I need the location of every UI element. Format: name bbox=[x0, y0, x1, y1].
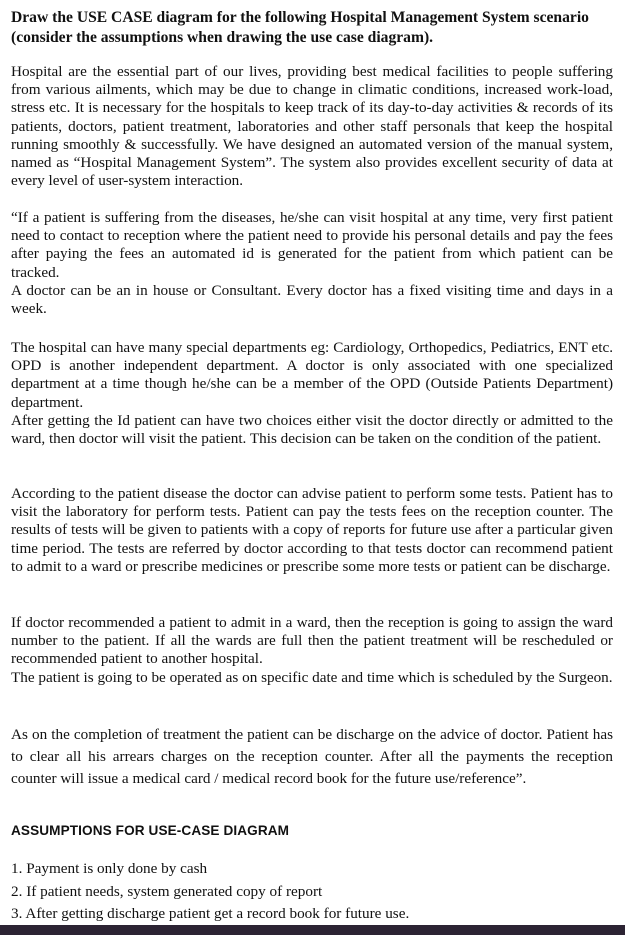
paragraph-choices-text: After getting the Id patient can have two choices either visit the doctor directly or admitted to the ward, then doctor will visit the patient. This decision can be taken on the condition of the patient. bbox=[11, 411, 613, 448]
bottom-edge-bar bbox=[0, 925, 625, 935]
paragraph-discharge-text: As on the completion of treatment the patient can be discharge on the advice of doctor. Patient has to clear all his arrears charges on the reception counter. After all the payments the reception counter will issue a medical card / medical record book for the future use/reference”. bbox=[11, 726, 613, 787]
paragraph-tests bbox=[11, 485, 613, 576]
paragraph-ward-text: If doctor recommended a patient to admit in a ward, then the reception is going to assign the ward number to the patient. If all the wards are full then the patient treatment will be rescheduled or recommended patient to another hospital. bbox=[11, 614, 613, 668]
assumption-item: 1. Payment is only done by cash bbox=[11, 860, 208, 877]
paragraph-departments-text: The hospital can have many special departments eg: Cardiology, Orthopedics, Pediatrics, ENT etc. OPD is another independent department. A doctor is only associated with one specialized department at a time though he/she can be a member of the OPD (Outside Patients Department) department. bbox=[11, 339, 613, 411]
paragraph-patient-visit-text: “If a patient is suffering from the diseases, he/she can visit hospital at any time, very first patient need to contact to reception where the patient need to provide his personal details and pay the fees after paying the fees an automated id is generated for the patient from which patient can be tracked. bbox=[11, 209, 613, 281]
document-heading: Draw the USE CASE diagram for the following Hospital Management System scenario (consider the assumptions when drawing the use case diagram). bbox=[11, 9, 589, 46]
paragraph-discharge bbox=[11, 724, 613, 790]
paragraph-tests-text: According to the patient disease the doctor can advise patient to perform some tests. Patient has to visit the laboratory for perform tests. Patient can pay the tests fees on the reception counter. The results of tests will be given to patients with a copy of reports for future use after a particular given time period. The tests are referred by doctor according to that tests doctor can recommend patient to admit to a ward or prescribe medicines or prescribe some more tests or patient can be discharge. bbox=[11, 485, 613, 575]
paragraph-ward bbox=[11, 614, 613, 687]
paragraph-intro-text: Hospital are the essential part of our lives, providing best medical facilities to people suffering from various ailments, which may be due to change in climatic conditions, increased work-load, stress etc. It is necessary for the hospitals to keep track of its day-to-day activities & records of its patients, doctors, patient treatment, laboratories and other staff personals that keep the hospital running smoothly & successfully. We have designed an automated version of the manual system, named as “Hospital Management System”. The system also provides excellent security of data at every level of user-system interaction. bbox=[11, 63, 613, 190]
paragraph-doctor-text: A doctor can be an in house or Consultant. Every doctor has a fixed visiting time and days in a week. bbox=[11, 281, 613, 318]
assumptions-list bbox=[11, 858, 409, 926]
paragraph-intro bbox=[11, 63, 613, 190]
paragraph-departments bbox=[11, 339, 613, 448]
assumption-item: 2. If patient needs, system generated copy of report bbox=[11, 882, 323, 900]
assumptions-title: ASSUMPTIONS FOR USE-CASE DIAGRAM bbox=[11, 823, 290, 838]
paragraph-patient-visit bbox=[11, 209, 613, 318]
assumption-item: 3. After getting discharge patient get a record book for future use. bbox=[11, 905, 410, 922]
paragraph-surgery-text: The patient is going to be operated as on specific date and time which is scheduled by the Surgeon. bbox=[11, 668, 613, 686]
